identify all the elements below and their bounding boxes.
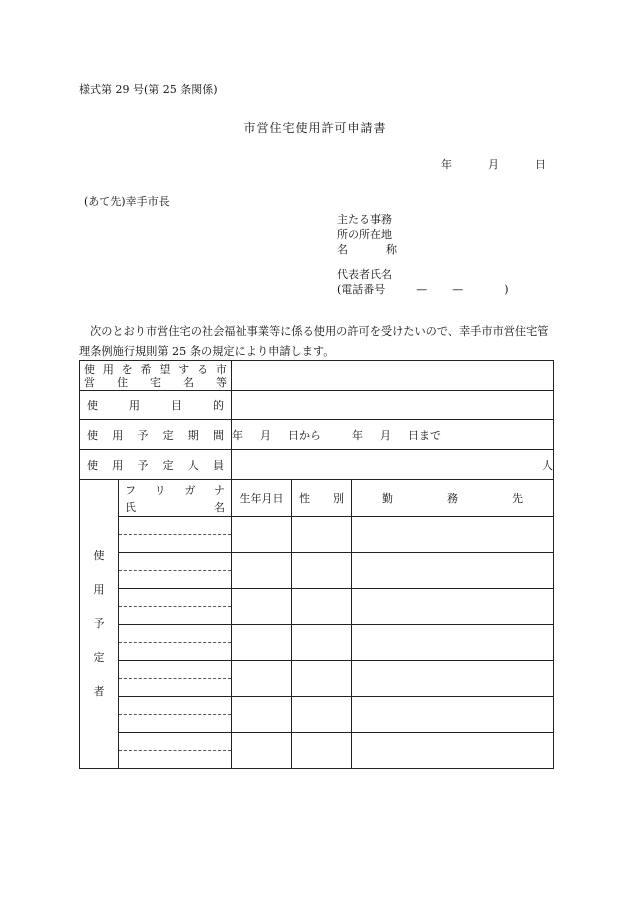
period-day-to: 日まで (408, 428, 441, 442)
phone-row (337, 282, 509, 297)
label-char: 的 (213, 399, 224, 412)
application-table (79, 360, 554, 769)
workplace-cell[interactable] (352, 697, 554, 733)
gender-cell[interactable] (292, 553, 352, 589)
name-cell[interactable] (119, 697, 232, 733)
name-cell[interactable] (119, 733, 232, 769)
office-location-label-2: 所の所在地 (337, 228, 392, 241)
birthdate-cell[interactable] (232, 697, 292, 733)
row-persons (80, 450, 554, 480)
table-row (80, 661, 554, 697)
name-cell[interactable] (119, 517, 232, 553)
label-char: 目 (171, 399, 182, 412)
period-year-from: 年 (232, 428, 243, 442)
label-char: 定 (162, 428, 174, 442)
header-char: 別 (333, 492, 344, 505)
birthdate-cell[interactable] (232, 553, 292, 589)
label-char: 希 (140, 362, 152, 376)
label-char: 定 (162, 458, 174, 472)
gender-cell[interactable] (292, 697, 352, 733)
label-char: 用 (112, 458, 124, 472)
workplace-cell[interactable] (352, 553, 554, 589)
label-char: 営 (84, 375, 95, 389)
label-char: 宅 (150, 375, 161, 389)
form-number: 様式第 29 号(第 25 条関係) (79, 83, 218, 96)
birthdate-cell[interactable] (232, 517, 292, 553)
name-cell[interactable] (119, 553, 232, 589)
name-cell[interactable] (119, 625, 232, 661)
gender-cell[interactable] (292, 625, 352, 661)
persons-field[interactable] (232, 450, 554, 480)
label-char: る (197, 362, 209, 376)
header-char: 性 (299, 492, 310, 505)
label-char: 使 (84, 362, 95, 376)
label-desired-housing (80, 361, 232, 391)
header-char: フ (125, 484, 136, 497)
header-char: ナ (213, 484, 225, 497)
label-char: 用 (129, 399, 140, 412)
row-desired-housing (80, 361, 554, 391)
table-row (80, 625, 554, 661)
birthdate-cell[interactable] (232, 733, 292, 769)
label-planned-users (80, 480, 119, 769)
purpose-field[interactable] (232, 391, 554, 420)
label-char: 使 (87, 458, 98, 472)
header-char: 勤 (382, 492, 393, 505)
label-char: 予 (137, 428, 149, 442)
label-purpose (80, 391, 232, 420)
label-char: 予 (93, 617, 105, 630)
row-period (80, 420, 554, 450)
label-char: 用 (112, 428, 124, 442)
label-char: 等 (216, 375, 227, 389)
date-line (441, 156, 546, 172)
label-char: 使 (87, 428, 98, 442)
table-row (80, 733, 554, 769)
label-char: 人 (187, 458, 199, 472)
label-char: 使 (93, 549, 105, 562)
gender-cell[interactable] (292, 733, 352, 769)
label-char: 用 (102, 362, 114, 376)
label-char: 員 (212, 458, 224, 472)
row-purpose (80, 391, 554, 420)
table-row (80, 697, 554, 733)
period-day-from: 日から (288, 428, 321, 442)
workplace-cell[interactable] (352, 661, 554, 697)
phone-label: (電話番号 (337, 283, 386, 296)
header-char: 先 (512, 492, 523, 505)
name-label-char: 称 (386, 243, 397, 256)
label-period (80, 420, 232, 450)
applicant-block (337, 212, 509, 297)
birthdate-cell[interactable] (232, 661, 292, 697)
label-persons (80, 450, 232, 480)
table-row (80, 589, 554, 625)
label-char: 者 (93, 685, 105, 698)
header-char: 氏 (125, 501, 136, 514)
row-persons-header (80, 480, 554, 517)
table-row (80, 517, 554, 553)
desired-housing-field[interactable] (232, 361, 554, 391)
period-field[interactable] (232, 420, 554, 450)
birthdate-cell[interactable] (232, 589, 292, 625)
workplace-cell[interactable] (352, 625, 554, 661)
phone-dash: — (416, 283, 428, 296)
page-title: 市営住宅使用許可申請書 (243, 121, 387, 135)
period-month-from: 月 (260, 428, 271, 442)
name-cell[interactable] (119, 661, 232, 697)
gender-cell[interactable] (292, 517, 352, 553)
label-char: 市 (215, 362, 227, 376)
date-day: 日 (535, 158, 546, 171)
header-char: 務 (447, 492, 458, 505)
phone-close: ) (504, 283, 509, 296)
label-char: 名 (183, 375, 194, 389)
header-name (119, 480, 232, 517)
period-year-to: 年 (352, 428, 363, 442)
representative-label: 代表者氏名 (337, 268, 392, 281)
table-row (80, 553, 554, 589)
workplace-cell[interactable] (352, 733, 554, 769)
gender-cell[interactable] (292, 661, 352, 697)
label-char: 住 (117, 375, 128, 389)
header-char: 名 (214, 501, 225, 514)
label-char: 使 (87, 399, 98, 412)
date-year: 年 (441, 158, 452, 171)
label-char: 期 (187, 428, 199, 442)
birthdate-cell[interactable] (232, 625, 292, 661)
label-char: 定 (93, 651, 105, 664)
office-location-label-1: 主たる事務 (337, 213, 392, 226)
label-char: す (178, 362, 190, 376)
header-birthdate: 生年月日 (232, 480, 292, 517)
label-char: を (121, 362, 133, 376)
persons-unit: 人 (542, 458, 554, 472)
label-char: 予 (137, 458, 149, 472)
workplace-cell[interactable] (352, 589, 554, 625)
date-month: 月 (488, 158, 499, 171)
name-label (337, 242, 397, 257)
header-char: リ (154, 484, 166, 497)
label-char: 用 (93, 583, 105, 596)
workplace-cell[interactable] (352, 517, 554, 553)
label-char: 望 (159, 362, 171, 376)
header-workplace (352, 480, 554, 517)
gender-cell[interactable] (292, 589, 352, 625)
name-cell[interactable] (119, 589, 232, 625)
header-gender (292, 480, 352, 517)
name-label-char: 名 (337, 243, 348, 256)
label-char: 間 (212, 428, 224, 442)
phone-dash: — (452, 283, 464, 296)
intro-text: 次のとおり市営住宅の社会福祉事業等に係る使用の許可を受けたいので、幸手市市営住宅管理条例施行規則第 25 条の規定により申請します。 (79, 325, 549, 358)
period-month-to: 月 (380, 428, 391, 442)
header-char: ガ (184, 484, 196, 497)
addressee: (あて先)幸手市長 (84, 195, 170, 208)
